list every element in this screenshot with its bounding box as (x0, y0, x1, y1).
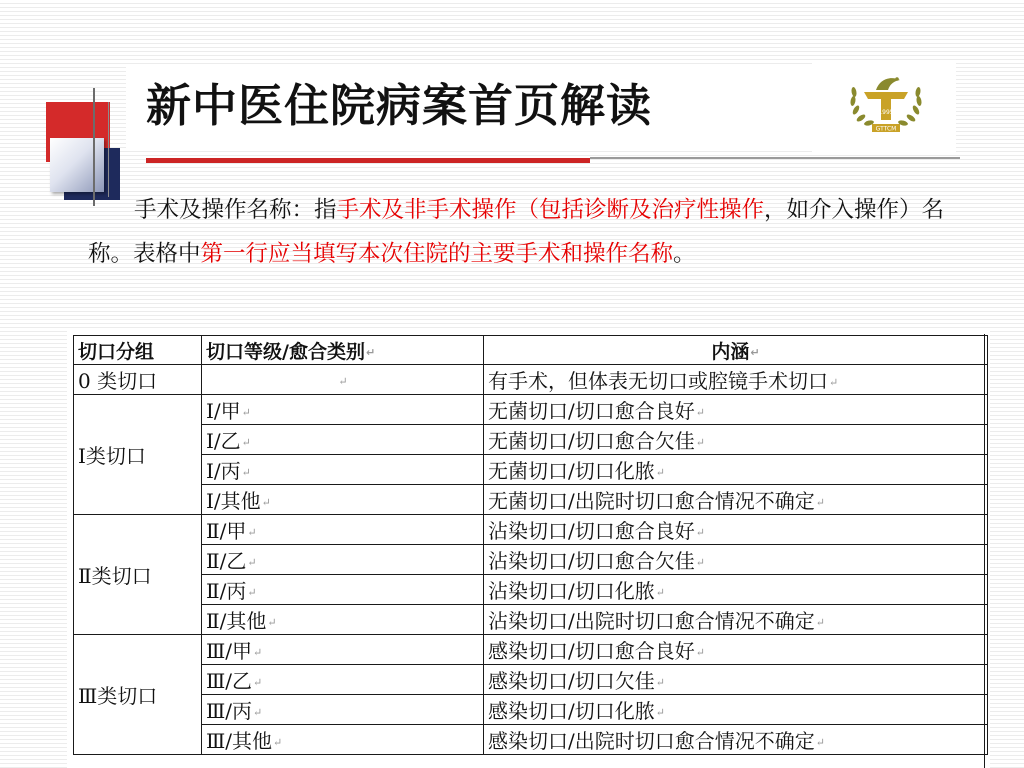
meaning-cell: 感染切口/切口化脓↵ (484, 695, 988, 725)
grade-cell: Ⅰ/乙↵ (202, 425, 484, 455)
description-paragraph (88, 188, 964, 276)
grade-cell: Ⅰ/其他↵ (202, 485, 484, 515)
para-seg-1: 手术及操作名称：指 (134, 197, 337, 223)
para-seg-3: ，如介入操作）名称。表格中 (88, 197, 945, 267)
grade-cell: Ⅱ/乙↵ (202, 545, 484, 575)
incision-group-cell: Ⅲ类切口 (74, 635, 202, 755)
table-row (74, 485, 988, 515)
meaning-cell: 无菌切口/切口愈合欠佳↵ (484, 425, 988, 455)
header-incision-group: 切口分组 (74, 336, 202, 365)
logo-emblem-icon (836, 70, 936, 142)
table-row (74, 665, 988, 695)
grade-cell: Ⅲ/丙↵ (202, 695, 484, 725)
meaning-cell: 无菌切口/出院时切口愈合情况不确定↵ (484, 485, 988, 515)
table-row (74, 605, 988, 635)
table-row (74, 425, 988, 455)
table-row (74, 515, 988, 545)
table-row (74, 695, 988, 725)
grade-cell: Ⅱ/其他↵ (202, 605, 484, 635)
meaning-cell: 感染切口/切口愈合良好↵ (484, 635, 988, 665)
meaning-cell: 无菌切口/切口化脓↵ (484, 455, 988, 485)
decor-vertical-line-thin (108, 102, 109, 197)
table-row (74, 635, 988, 665)
meaning-cell: 无菌切口/切口愈合良好↵ (484, 395, 988, 425)
grade-cell: Ⅱ/丙↵ (202, 575, 484, 605)
grade-cell: Ⅰ/丙↵ (202, 455, 484, 485)
title-underline-red (146, 158, 590, 163)
incision-table-container (67, 330, 990, 768)
incision-group-cell: Ⅱ类切口 (74, 515, 202, 635)
grade-cell: Ⅱ/甲↵ (202, 515, 484, 545)
grade-cell: Ⅲ/甲↵ (202, 635, 484, 665)
header-meaning: 内涵↵ (484, 336, 988, 365)
header-grade-healing: 切口等级/愈合类别↵ (202, 336, 484, 365)
para-seg-4: 第一行应当填写本次住院的主要手术和操作名称 (200, 241, 674, 267)
table-row (74, 395, 988, 425)
para-seg-5: 。 (673, 241, 696, 267)
incision-group-cell: Ⅰ类切口 (74, 395, 202, 515)
meaning-cell: 沾染切口/切口化脓↵ (484, 575, 988, 605)
incision-group-cell: 0 类切口 (74, 365, 202, 395)
meaning-cell: 有手术，但体表无切口或腔镜手术切口↵ (484, 365, 988, 395)
table-right-edge (984, 334, 988, 768)
table-row (74, 575, 988, 605)
grade-cell: Ⅰ/甲↵ (202, 395, 484, 425)
table-header-row (74, 336, 988, 365)
table-row (74, 365, 988, 395)
table-row (74, 455, 988, 485)
table-row (74, 545, 988, 575)
decor-gradient-square (50, 138, 104, 192)
meaning-cell: 沾染切口/切口愈合良好↵ (484, 515, 988, 545)
meaning-cell: 沾染切口/切口愈合欠佳↵ (484, 545, 988, 575)
svg-text:1995: 1995 (878, 109, 894, 116)
meaning-cell: 感染切口/出院时切口愈合情况不确定↵ (484, 725, 988, 755)
para-seg-2: 手术及非手术操作（包括诊断及治疗性操作 (336, 197, 765, 223)
title-underline-gray (590, 157, 960, 159)
grade-cell: Ⅲ/其他↵ (202, 725, 484, 755)
grade-cell: Ⅲ/乙↵ (202, 665, 484, 695)
incision-table (73, 335, 988, 755)
grade-cell: ↵ (202, 365, 484, 395)
slide-title: 新中医住院病案首页解读 (146, 79, 653, 132)
meaning-cell: 沾染切口/出院时切口愈合情况不确定↵ (484, 605, 988, 635)
svg-text:GTTCM: GTTCM (875, 125, 897, 133)
table-row (74, 725, 988, 755)
meaning-cell: 感染切口/切口欠佳↵ (484, 665, 988, 695)
